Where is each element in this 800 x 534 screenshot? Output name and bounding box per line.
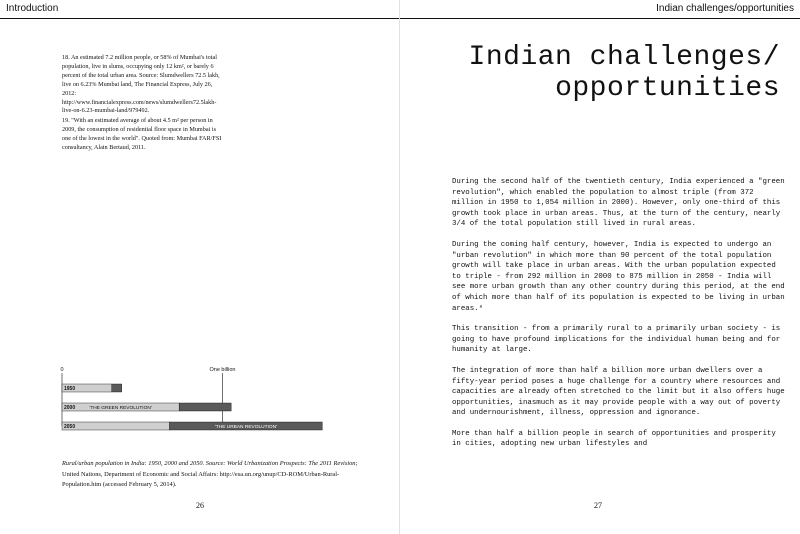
paragraph: The integration of more than half a billion more urban dwellers over a fifty-year period poses a huge challenge for a country where resources and capacities are already often stretched to the limit but it also offers huge opportunities, inasmuch as it may provide people with a way out of poverty and undernourishment, illness, oppression and ignorance. [452,366,785,418]
running-head-left: Introduction [6,3,59,14]
chapter-title [420,42,780,104]
title-line-2: opportunities [555,73,780,104]
footnotes [62,54,222,154]
footnote-18: 18. An estimated 7.2 million people, or 58% of Mumbai's total population, live in slums, occupying only 12 km², or barely 6 percent of the total urban area. Source: Slumdwellers 72.5 lakh, live on 6.23% Mumbai land, The Financial Express, July 26, 2012: http://www.financialexpress.com/news/slumdwellers72.5lakh-live-on-6.23-mumbai-land/979492. [62,54,220,115]
header-rule-left [0,18,400,19]
axis-marker-label: 0 [60,367,64,373]
bar-annotation: 'THE URBAN REVOLUTION' [214,425,277,430]
header-rule-right [400,18,800,19]
body-text [452,177,786,460]
paragraph: During the second half of the twentieth century, India experienced a "green revolution", which enabled the population to almost triple (from 372 million in 1950 to 1,054 million in 2000). However, only one-third of this growth took place in urban areas. Thus, at the turn of the century, nearly 3/4 of the total population still lived in rural areas. [452,178,785,229]
caption-rest: ; United Nations, Department of Economic and Social Affairs: http://esa.un.org/unup/CD-ROM/Urban-Rural-Population.htm (accessed February 5, 2014). [62,460,358,488]
page-number-left: 26 [196,501,204,510]
paragraph: More than half a billion people in search of opportunities and prosperity in cities, adopting new urban lifestyles and [452,429,776,449]
right-page [400,0,800,534]
bar-label-1950: 1950 [64,386,76,392]
axis-marker-label: One billion [209,367,236,373]
title-line-1: Indian challenges/ [468,42,780,73]
population-chart [58,364,358,434]
bar-label-2050: 2050 [64,424,76,430]
footnote-19: 19. "With an estimated average of about 4.5 m² per person in 2009, the consumption of residential floor space in Mumbai is one of the lowest in the world". Quoted from: Mumbai FAR/FSI consultancy, Alain Bertaud, 2011. [62,117,222,152]
bar-urban-1950 [112,384,122,392]
page-number-right: 27 [594,501,602,510]
bar-rural-2050 [62,422,170,430]
running-head-right: Indian challenges/opportunities [656,3,794,14]
chart-caption [62,459,362,491]
bar-urban-2000 [179,403,231,411]
bar-annotation: 'THE GREEN REVOLUTION' [89,406,152,411]
bar-label-2000: 2000 [64,405,76,411]
paragraph: This transition - from a primarily rural to a primarily urban society - is going to have profound implications for the individual human being and for humanity at large. [452,325,781,355]
caption-italic: Rural/urban population in India: 1950, 2000 and 2050. Source: World Urbanization Prospects: The 2011 Revision [62,460,356,467]
paragraph: During the coming half century, however, India is expected to undergo an "urban revolution" in which more than 90 percent of the total population growth will take place in urban areas. With the urban population expected to triple - from 292 million in 2000 to 875 million in 2050 - India will see more urban growth than any other country during this period, at the end of which more than half of its population is expected to be living in urban areas.⁸ [452,240,785,313]
